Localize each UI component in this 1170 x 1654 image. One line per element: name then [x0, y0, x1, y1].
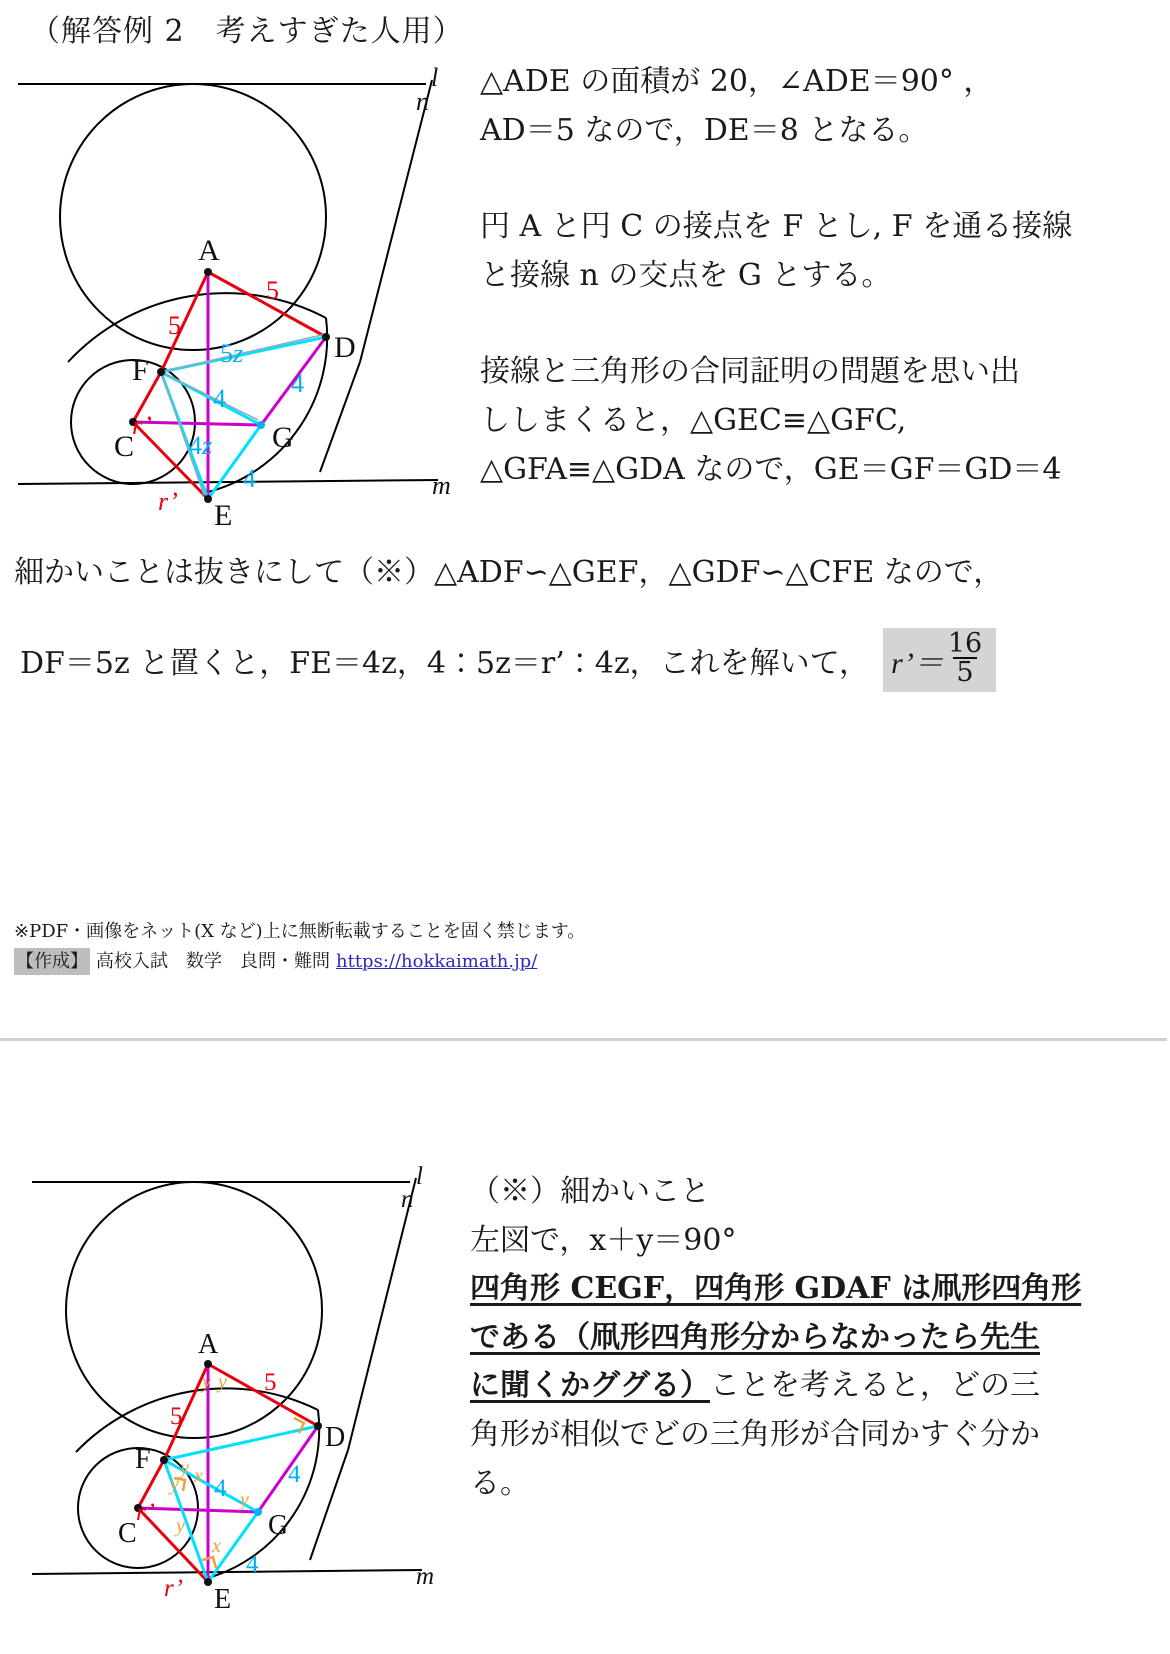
note-underline-2: である（凧形四角形分からなかったら先生 [470, 1319, 1040, 1355]
figure1-label-D: D [334, 331, 356, 364]
figure1-label-C: C [114, 430, 135, 463]
circle-A-2 [66, 1182, 322, 1438]
figure1-label-E: E [214, 499, 233, 532]
figure2-label-n: n [401, 1186, 414, 1213]
figure1-red-rp-b: r’ [158, 487, 178, 516]
tangent-line-n [360, 80, 432, 362]
result-line-prefix: DF＝5z と置くと，FE＝4z，4：5z＝r’：4z，これを解いて， [20, 646, 870, 681]
solution-line-7: △GFA≡△GDA なので，GE＝GF＝GD＝4 [480, 451, 1062, 487]
figure2-label-l: l [416, 1163, 423, 1190]
figure1-label-n: n [416, 87, 429, 116]
geometry-figure-bottom [18, 1160, 438, 1640]
svg-text:y: y [180, 1457, 189, 1479]
figure2-label-F: F [135, 1444, 151, 1475]
solution-text-block [480, 58, 1170, 494]
solution-line-3: 円 A と円 C の接点を F とし, F を通る接線 [480, 209, 1073, 245]
figure2-cyan-4-c: 4 [246, 1551, 259, 1578]
figure2-cyan-4-a: 4 [214, 1475, 227, 1502]
figure1-label-F: F [132, 354, 149, 387]
footer [14, 918, 585, 975]
figure1-red-rp-a: r’ [132, 411, 152, 440]
svg-text:x: x [212, 1535, 221, 1557]
svg-text:x: x [194, 1465, 203, 1487]
result-lhs: r’＝ [891, 647, 944, 680]
figure1-cyan-4-a: 4 [213, 384, 226, 413]
arc-left [68, 293, 326, 362]
result-fraction [945, 630, 985, 686]
figure1-cyan-5z: 5z [220, 339, 244, 368]
footer-credit-row [14, 948, 585, 975]
figure2-red-rp-a: r’ [136, 1499, 155, 1526]
svg-text:y: y [170, 1473, 179, 1495]
page-separator [0, 1038, 1167, 1041]
figure1-label-m: m [432, 471, 451, 500]
page-title: （解答例 2 考えすぎた人用） [30, 14, 464, 49]
spacer-2 [480, 300, 1170, 348]
footer-credit: 高校入試 数学 良問・難問 [96, 951, 330, 972]
result-line [20, 628, 996, 692]
tangent-line-m [18, 480, 438, 484]
similar-triangles-line: 細かいことは抜きにして（※）△ADF∽△GEF，△GDF∽△CFE なので， [14, 555, 1004, 590]
solution-line-1: △ADE の面積が 20，∠ADE＝90° ， [480, 64, 994, 99]
figure2-red-5-b: 5 [170, 1403, 183, 1430]
figure1-red-5-b: 5 [168, 311, 181, 340]
fraction-numerator: 16 [947, 628, 983, 659]
figure1-cyan-4-b: 4 [291, 369, 304, 398]
footer-notice: ※PDF・画像をネット(X など)上に無断転載することを固く禁じます。 [14, 921, 586, 942]
figure2-label-E: E [214, 1584, 232, 1615]
note-line-4 [470, 1314, 1170, 1363]
note-line-2: 左図で，x＋y＝90° [470, 1222, 737, 1258]
figure2-label-D: D [325, 1422, 346, 1453]
note-tail-3: ことを考えると，どの三 [710, 1368, 1040, 1404]
note-text-block [470, 1168, 1170, 1508]
svg-text:y: y [202, 1371, 211, 1393]
arc-left-2 [76, 1388, 318, 1452]
figure1-label-l: l [431, 63, 439, 92]
figure2-cyan-4-b: 4 [288, 1461, 301, 1488]
solution-line-4: と接線 n の交点を G とする。 [480, 257, 892, 293]
svg-text:y: y [218, 1371, 227, 1393]
figure1-cyan-4z: 4z [189, 431, 213, 460]
tangent-line-n-2 [348, 1178, 416, 1450]
note-line-7: る。 [470, 1465, 530, 1501]
svg-text:y: y [240, 1489, 249, 1511]
spacer-1 [480, 155, 1170, 203]
tangent-line-n-lower [320, 362, 360, 472]
note-line-1: （※）細かいこと [470, 1174, 710, 1209]
note-line-6: 角形が相似でどの三角形が合同かすぐ分か [470, 1416, 1040, 1452]
solution-line-6: ししまくると，△GEC≡△GFC, [480, 402, 907, 438]
figure1-label-G: G [272, 421, 294, 454]
solution-line-2: AD＝5 なので，DE＝8 となる。 [480, 112, 929, 148]
figure2-label-A: A [198, 1329, 219, 1360]
note-line-5 [470, 1362, 1170, 1411]
figure2-label-C: C [118, 1518, 137, 1549]
geometry-figure-top [8, 62, 456, 532]
figure2-red-rp-b: r’ [164, 1575, 183, 1602]
note-underline-1: 四角形 CEGF，四角形 GDAF は凧形四角形 [470, 1271, 1082, 1307]
footer-tag: 【作成】 [14, 948, 90, 975]
note-line-3 [470, 1265, 1170, 1314]
figure2-red-5-a: 5 [264, 1369, 277, 1396]
svg-text:y: y [176, 1515, 185, 1537]
figure1-label-A: A [198, 234, 220, 267]
figure1-cyan-4-c: 4 [243, 464, 256, 493]
solution-line-5: 接線と三角形の合同証明の問題を思い出 [480, 354, 1020, 390]
result-highlight-box [883, 628, 996, 692]
circle-A [60, 84, 326, 350]
fraction-denominator: 5 [953, 657, 976, 686]
figure2-label-G: G [268, 1510, 289, 1541]
footer-url-link[interactable]: https://hokkaimath.jp/ [336, 951, 538, 972]
figure1-red-5-a: 5 [266, 276, 279, 305]
figure2-label-m: m [416, 1563, 435, 1590]
note-underline-3: に聞くかググる） [470, 1368, 710, 1404]
